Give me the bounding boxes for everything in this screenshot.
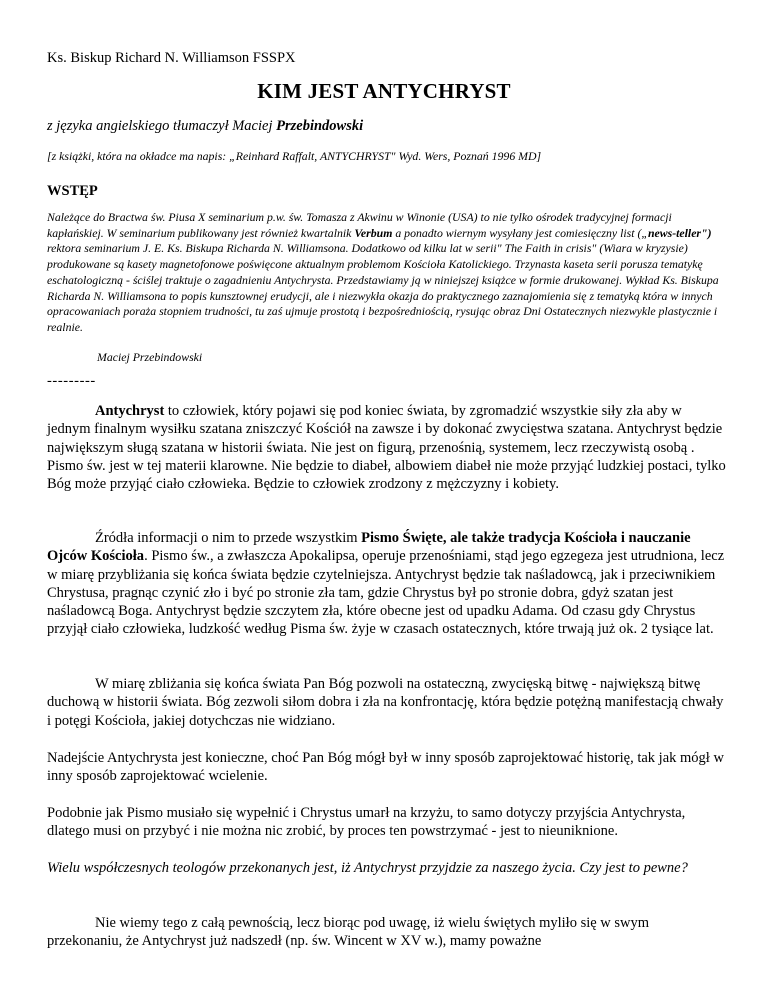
section-divider: --------- xyxy=(47,373,96,389)
intro-paragraph xyxy=(47,210,727,336)
intro-part1: Należące do Bractwa św. Piusa X seminarium p.w. św. Tomasza z Akwinu w Winonie (USA) to nie tylko ośrodek tradycyjnej formacji kapłańskiej. W seminarium publikowany jest również kwartalnik xyxy=(47,210,672,240)
source-note: [z książki, która na okładce ma napis: „Reinhard Raffalt, ANTYCHRYST" Wyd. Wers, Poznań 1996 MD] xyxy=(47,149,542,163)
p1-text: to człowiek, który pojawi się pod koniec świata, by zgromadzić wszystkie siły zła aby w jednym finalnym wysiłku szatana zniszczyć Kościół na zawsze i by dokonać zwycięstwa szatana. Antychryst będzie największym sługą szatana w historii świata. Nie jest on figurą, przenośnią, systemem, lecz rzeczywistą osobą . Pismo św. jest w tej materii klarowne. Nie będzie to diabeł, albowiem diabeł nie może przyjąć ludzkiej postaci, tylko Bóg może przyjąć ciało człowieka. Będzie to człowiek zrodzony z mężczyzny i kobiety. xyxy=(47,403,726,493)
document-title: KIM JEST ANTYCHRYST xyxy=(257,79,511,103)
body-paragraph-6: Nie wiemy tego z całą pewnością, lecz biorąc pod uwagę, iż wielu świętych myliło się w swym przekonaniu, że Antychryst już nadszedł (np. św. Wincent w XV w.), mamy poważne xyxy=(47,915,650,950)
body-paragraph-1 xyxy=(47,402,727,493)
p2-text: . Pismo św., a zwłaszcza Apokalipsa, operuje przenośniami, stąd jego egzegeza jest utrudniona, lecz w miarę przybliżania się końca świata będzie czytelniejsza. Antychryst będzie tak naśladowcą, jak i przeciwnikiem Chrystusa, pragnąc czynić zło i być po stronie zła tam, gdzie Chrystus był po stronie dobra, gdyż szatan jest naśladowcą Boga. Antychryst będzie szczytem zła, które obecne jest od upadku Adama. Od czasu gdy Chrystus przyjął ciało człowieka, ludzkość według Pisma św. żyje w czasach ostatecznych, które trwają już ok. 2 tysiące lat. xyxy=(47,548,725,638)
body-paragraph-5: Podobnie jak Pismo musiało się wypełnić i Chrystus umarł na krzyżu, to samo dotyczy przyjścia Antychrysta, dlatego musi on przybyć i nie można nic zrobić, by proces ten powstrzymać - jest to nieuniknione. xyxy=(47,805,686,840)
intro-signature: Maciej Przebindowski xyxy=(97,350,203,364)
author-line: Ks. Biskup Richard N. Williamson FSSPX xyxy=(47,50,296,66)
intro-part2: a ponadto wiernym wysyłany jest comiesięczny list („ xyxy=(392,225,648,240)
p1-bold: Antychryst xyxy=(95,403,165,419)
body-paragraph-4: Nadejście Antychrysta jest konieczne, choć Pan Bóg mógł był w inny sposób zaprojektować historię, tak jak mógł w inny sposób zaprojektować wcielenie. xyxy=(47,750,724,785)
translator-name: Przebindowski xyxy=(276,118,364,134)
intro-verbum: Verbum xyxy=(354,225,393,240)
p2-bold-1: Pismo Święte, ale także tradycja Kościoła xyxy=(361,530,618,546)
intro-newsletter: news-teller") xyxy=(647,225,712,240)
section-heading-intro: WSTĘP xyxy=(47,183,98,199)
p2-bold-2: i nauczanie Ojców Kościoła xyxy=(47,530,691,565)
translator-line xyxy=(47,118,363,135)
body-paragraph-2 xyxy=(47,529,727,639)
question-paragraph: Wielu współczesnych teologów przekonanych jest, iż Antychryst przyjdzie za naszego życia. Czy jest to pewne? xyxy=(47,860,688,876)
p2-lead: Źródła informacji o nim to przede wszystkim xyxy=(95,530,362,546)
translator-prefix: z języka angielskiego tłumaczył Maciej xyxy=(47,118,277,134)
intro-part3: rektora seminarium J. E. Ks. Biskupa Richarda N. Williamsona. Dodatkowo od kilku lat w serii" The Faith in crisis" (Wiara w kryzysie) produkowane są kasety magnetofonowe poświęcone aktualnym problemom Kościoła Katolickiego. Trzynasta kaseta serii porusza tematykę eschatologiczną - ściślej traktuje o zagadnieniu Antychrysta. Przedstawiamy ją w niniejszej książce w formie drukowanej. Wykład Ks. Biskupa Richarda N. Williamsona to popis kunsztownej erudycji, ale i niezwykła okazja do praktycznego zaznajomienia się z tematyką która w innych opracowaniach poraża stopniem trudności, tu zaś ujmuje prostotą i bezpośredniością, rysując obraz Dni Ostatecznych niezwykle plastycznie i realnie. xyxy=(47,241,719,334)
body-paragraph-3: W miarę zbliżania się końca świata Pan Bóg pozwoli na ostateczną, zwycięską bitwę - największą bitwę duchową w historii świata. Bóg zezwoli siłom dobra i zła na konfrontację, która będzie potężną manifestacją chwały i potęgi Kościoła, jakiej dotychczas nie widziano. xyxy=(47,676,724,729)
